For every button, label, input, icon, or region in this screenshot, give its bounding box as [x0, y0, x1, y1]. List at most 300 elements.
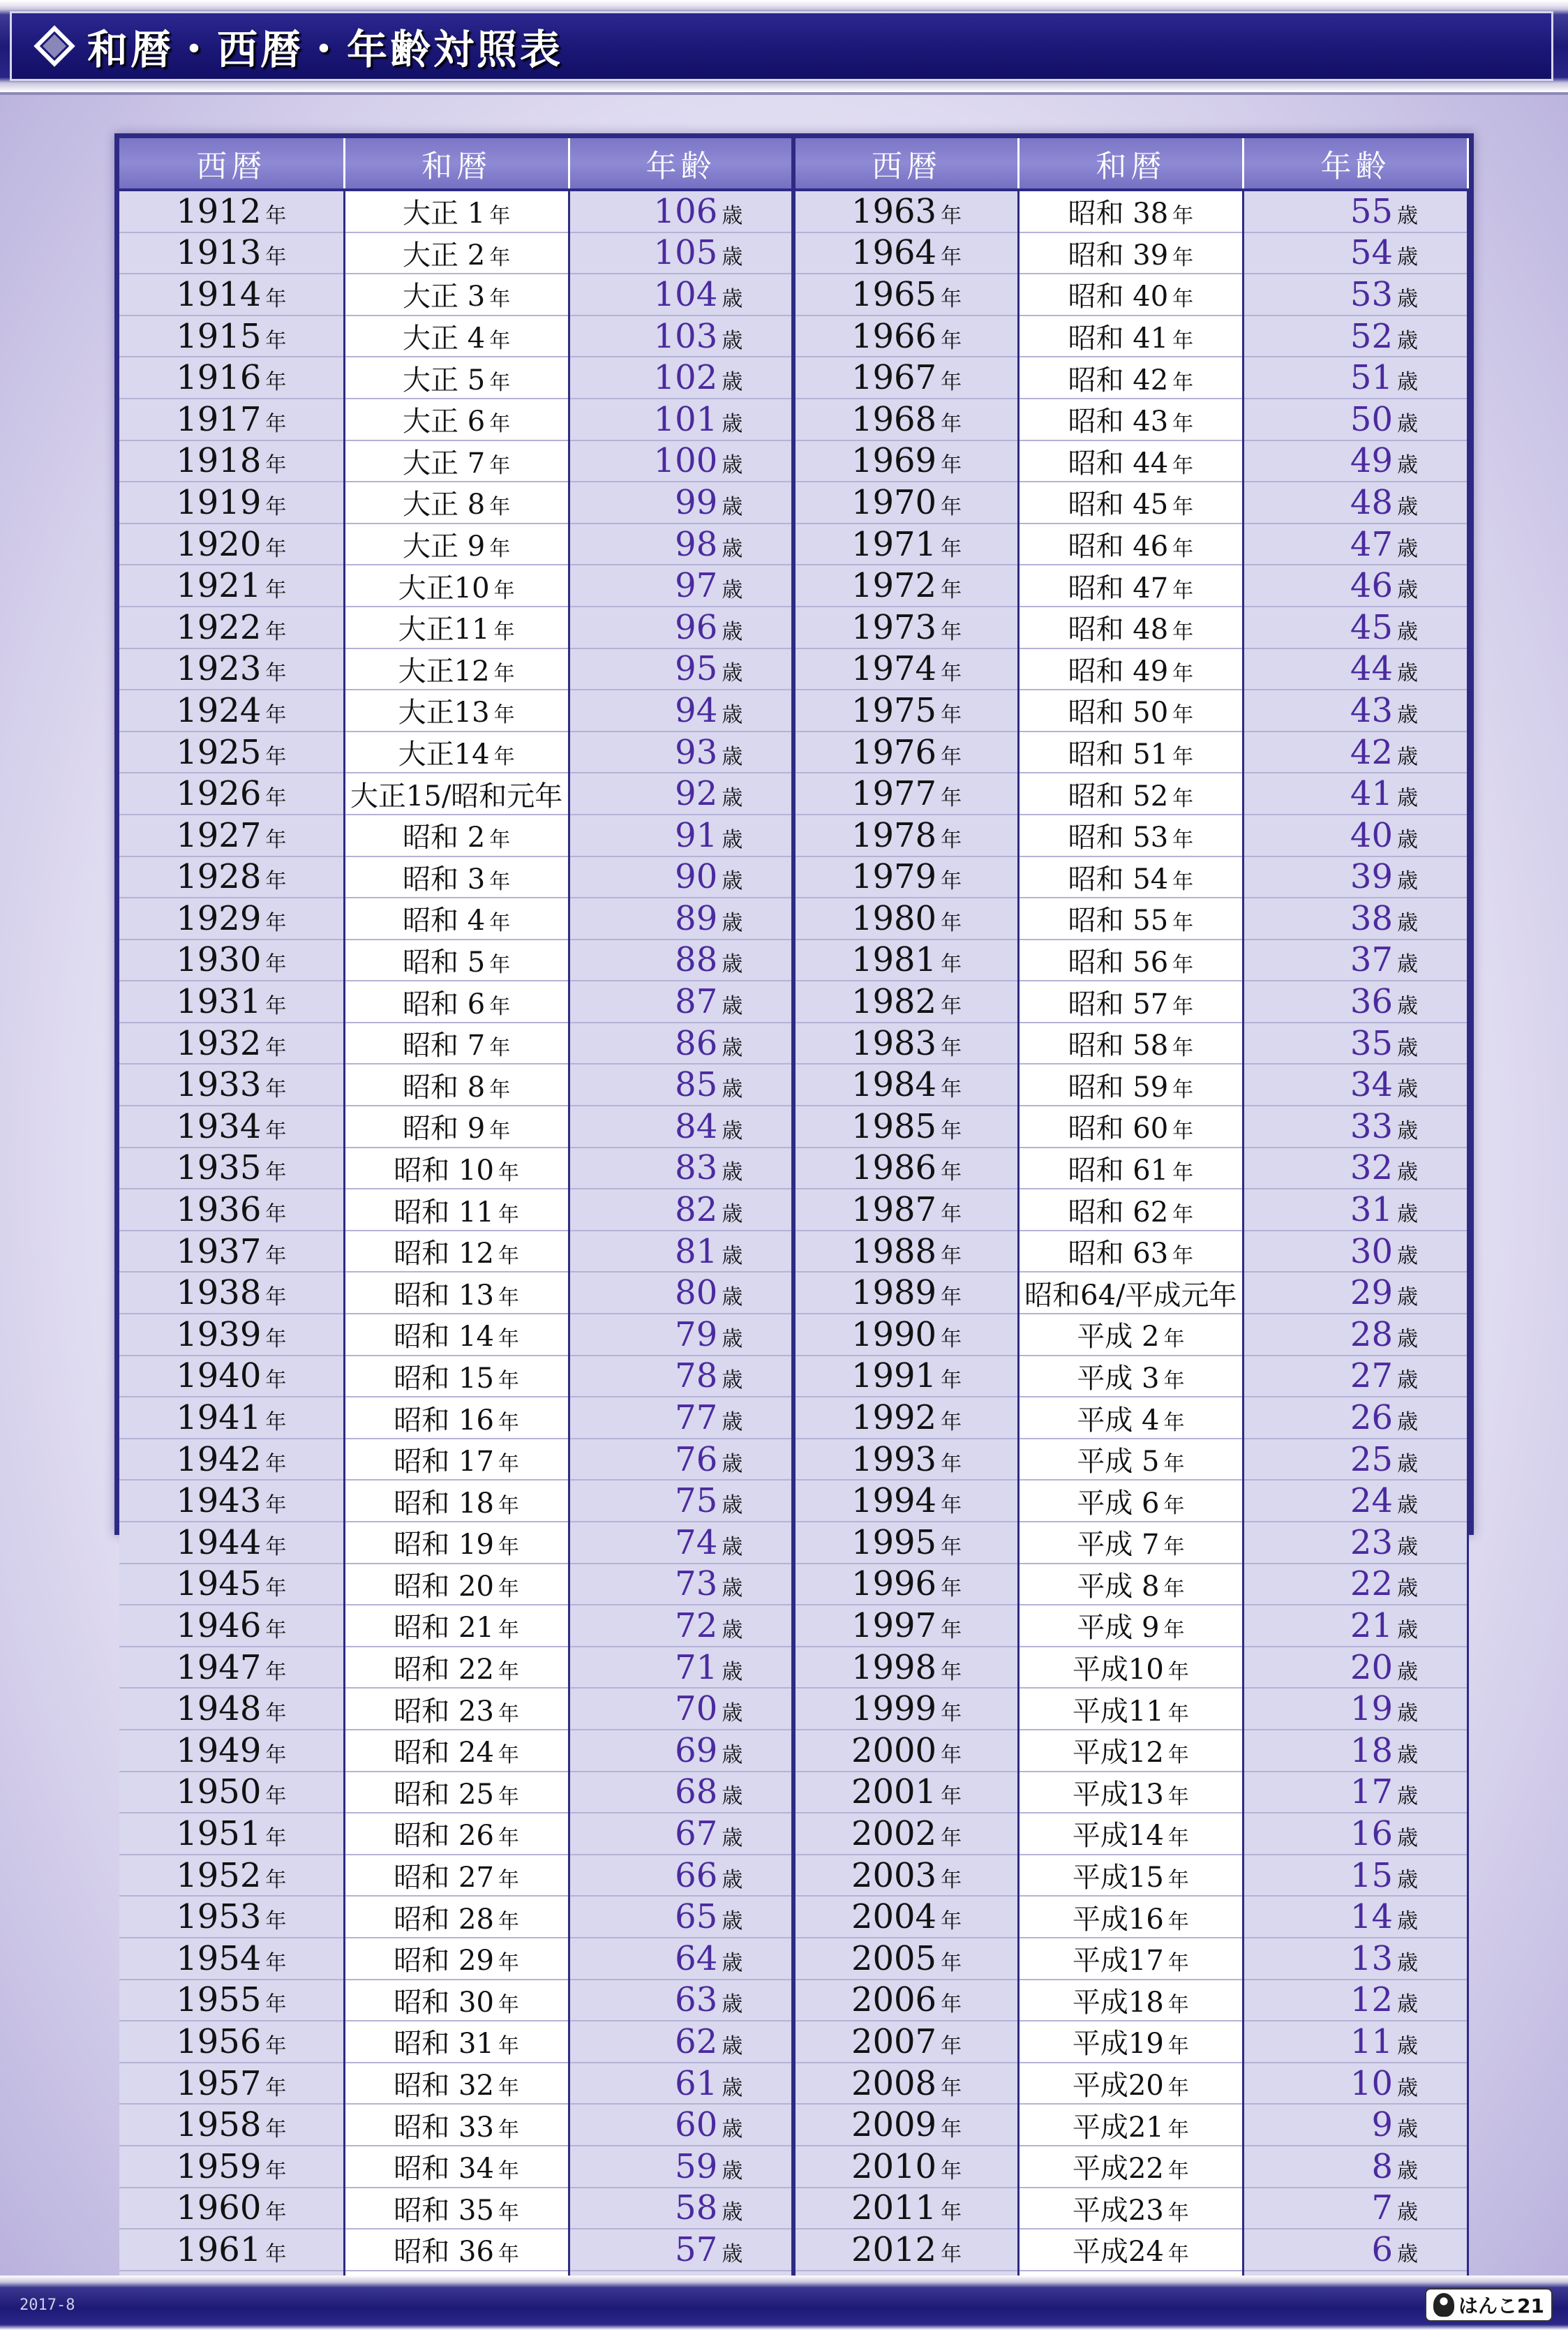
wareki-text: 平成 2 [1077, 1321, 1160, 1353]
seireki-cell [793, 2229, 1018, 2271]
wareki-cell [344, 1564, 569, 1605]
age-cell [1243, 1439, 1468, 1481]
seireki-cell [119, 856, 344, 898]
seireki-cell [793, 1980, 1018, 2021]
seireki-value: 2010 [851, 2146, 937, 2186]
age-value: 104 [653, 274, 718, 314]
age-suffix: 歳 [722, 1410, 743, 1435]
year-suffix: 年 [493, 703, 515, 728]
table-row [119, 1855, 1468, 1897]
year-suffix: 年 [498, 2117, 519, 2142]
year-suffix: 年 [1167, 2200, 1189, 2225]
seireki-value: 1944 [176, 1522, 262, 1562]
age-cell [569, 2188, 793, 2229]
table-row [119, 357, 1468, 399]
year-suffix: 年 [941, 1493, 962, 1518]
age-suffix: 歳 [1397, 1035, 1418, 1060]
seireki-value: 1917 [176, 399, 262, 439]
wareki-cell [344, 856, 569, 898]
age-suffix: 歳 [1397, 1825, 1418, 1850]
year-suffix: 年 [1172, 1202, 1194, 1227]
seireki-cell [119, 1896, 344, 1938]
seireki-cell [119, 1480, 344, 1522]
age-value: 36 [1350, 982, 1393, 1022]
year-suffix: 年 [941, 1617, 962, 1642]
year-suffix: 年 [498, 1327, 519, 1352]
age-suffix: 歳 [1397, 245, 1418, 270]
seireki-cell [119, 1813, 344, 1855]
wareki-cell [1018, 399, 1243, 440]
table-row [119, 1356, 1468, 1397]
age-value: 86 [675, 1023, 718, 1063]
wareki-cell [1018, 981, 1243, 1023]
year-suffix: 年 [498, 1826, 519, 1851]
age-suffix: 歳 [722, 245, 743, 270]
wareki-text: 昭和 15 [394, 1362, 494, 1395]
age-cell [1243, 2021, 1468, 2063]
year-suffix: 年 [498, 1992, 519, 2017]
year-suffix: 年 [941, 869, 962, 894]
seireki-value: 1941 [176, 1398, 262, 1438]
seireki-value: 1957 [176, 2063, 262, 2103]
year-suffix: 年 [265, 2075, 287, 2100]
age-suffix: 歳 [722, 1784, 743, 1809]
age-suffix: 歳 [722, 1202, 743, 1227]
year-suffix: 年 [1172, 745, 1194, 770]
wareki-text: 平成 5 [1077, 1446, 1160, 1478]
year-suffix: 年 [493, 745, 515, 770]
table-row [119, 2229, 1468, 2271]
wareki-cell [1018, 856, 1243, 898]
year-suffix: 年 [265, 1867, 287, 1892]
year-suffix: 年 [1167, 1784, 1189, 1809]
seireki-cell [119, 399, 344, 440]
age-cell [1243, 1480, 1468, 1522]
table-row [119, 274, 1468, 316]
age-value: 83 [675, 1148, 718, 1188]
age-cell [569, 607, 793, 648]
seireki-cell [119, 2188, 344, 2229]
age-suffix: 歳 [722, 1909, 743, 1934]
wareki-cell [344, 357, 569, 399]
age-value: 30 [1350, 1231, 1393, 1271]
age-value: 27 [1350, 1356, 1393, 1396]
wareki-cell [344, 482, 569, 524]
wareki-text: 昭和 45 [1068, 489, 1169, 521]
year-suffix: 年 [265, 245, 287, 270]
seireki-cell [793, 732, 1018, 773]
age-value: 39 [1350, 857, 1393, 897]
seireki-cell [793, 2146, 1018, 2188]
age-cell [569, 1605, 793, 1647]
table-row [119, 1314, 1468, 1356]
age-cell [1243, 2104, 1468, 2146]
year-suffix: 年 [941, 370, 962, 395]
wareki-text: 昭和 58 [1068, 1030, 1169, 1062]
wareki-cell [344, 316, 569, 357]
age-cell [569, 232, 793, 274]
year-suffix: 年 [489, 287, 511, 312]
wareki-cell [344, 1938, 569, 1980]
seireki-cell [119, 274, 344, 316]
age-cell [569, 1439, 793, 1481]
age-cell [1243, 1189, 1468, 1231]
wareki-text: 昭和 18 [394, 1487, 494, 1520]
seireki-cell [119, 981, 344, 1023]
seireki-value: 1991 [851, 1356, 937, 1396]
wareki-text: 昭和 12 [394, 1238, 494, 1270]
year-suffix: 年 [1172, 453, 1194, 478]
seireki-cell [119, 898, 344, 940]
age-cell [1243, 482, 1468, 524]
wareki-text: 平成17 [1072, 1945, 1164, 1977]
wareki-cell [344, 773, 569, 815]
year-suffix: 年 [265, 2033, 287, 2058]
year-suffix: 年 [1167, 1868, 1189, 1893]
seireki-cell [793, 1896, 1018, 1938]
year-suffix: 年 [265, 1576, 287, 1601]
age-suffix: 歳 [1397, 1950, 1418, 1975]
seireki-cell [119, 1730, 344, 1772]
table-row [119, 524, 1468, 565]
seireki-value: 1923 [176, 649, 262, 689]
seireki-cell [793, 690, 1018, 732]
seireki-value: 2012 [851, 2229, 937, 2269]
wareki-cell [344, 1980, 569, 2021]
wareki-text: 昭和 48 [1068, 614, 1169, 646]
year-suffix: 年 [1172, 994, 1194, 1019]
year-suffix: 年 [265, 1493, 287, 1518]
age-value: 98 [675, 524, 718, 564]
year-suffix: 年 [265, 1784, 287, 1809]
age-value: 34 [1350, 1065, 1393, 1105]
age-suffix: 歳 [722, 2200, 743, 2225]
age-cell [569, 981, 793, 1023]
year-suffix: 年 [1172, 786, 1194, 811]
wareki-cell [344, 232, 569, 274]
seireki-value: 1970 [851, 482, 937, 522]
age-cell [1243, 1938, 1468, 1980]
seireki-value: 1956 [176, 2021, 262, 2061]
age-cell [569, 1023, 793, 1064]
seireki-cell [119, 190, 344, 232]
age-cell [569, 1564, 793, 1605]
age-cell [569, 2146, 793, 2188]
year-suffix: 年 [489, 537, 511, 562]
age-suffix: 歳 [1397, 1992, 1418, 2017]
age-value: 71 [675, 1647, 718, 1687]
year-suffix: 年 [1172, 412, 1194, 437]
seireki-value: 1977 [851, 774, 937, 814]
seireki-cell [119, 1980, 344, 2021]
year-suffix: 年 [1163, 1410, 1185, 1435]
age-cell [569, 565, 793, 607]
year-suffix: 年 [941, 1410, 962, 1435]
seireki-cell [119, 1522, 344, 1564]
wareki-cell [1018, 2188, 1243, 2229]
table-row [119, 898, 1468, 940]
year-suffix: 年 [1163, 1618, 1185, 1643]
year-suffix: 年 [265, 1326, 287, 1351]
seireki-value: 1919 [176, 482, 262, 522]
age-suffix: 歳 [1397, 1368, 1418, 1393]
age-value: 106 [653, 191, 718, 231]
year-suffix: 年 [1167, 2034, 1189, 2059]
seireki-value: 2008 [851, 2063, 937, 2103]
age-value: 81 [675, 1231, 718, 1271]
seireki-cell [119, 1855, 344, 1897]
wareki-text: 昭和 52 [1068, 780, 1169, 812]
year-suffix: 年 [941, 1160, 962, 1185]
table-row [119, 1896, 1468, 1938]
wareki-cell [344, 2188, 569, 2229]
year-suffix: 年 [489, 204, 511, 229]
seireki-value: 1928 [176, 857, 262, 897]
seireki-value: 1932 [176, 1023, 262, 1063]
wareki-cell [344, 1148, 569, 1189]
wareki-text: 昭和 59 [1068, 1071, 1169, 1104]
footer-date: 2017-8 [20, 2296, 75, 2314]
year-suffix: 年 [265, 827, 287, 852]
wareki-text: 昭和 46 [1068, 530, 1169, 563]
age-value: 74 [675, 1522, 718, 1562]
age-value: 67 [675, 1813, 718, 1853]
wareki-text: 大正 3 [403, 281, 486, 313]
seireki-value: 1943 [176, 1481, 262, 1521]
year-suffix: 年 [265, 2117, 287, 2142]
year-suffix: 年 [265, 2241, 287, 2266]
company-logo [1425, 2288, 1553, 2322]
year-suffix: 年 [1172, 204, 1194, 229]
age-suffix: 歳 [722, 2033, 743, 2058]
seireki-value: 1945 [176, 1564, 262, 1604]
wareki-text: 昭和 51 [1068, 739, 1169, 771]
seireki-cell [119, 732, 344, 773]
age-suffix: 歳 [1397, 744, 1418, 769]
seireki-value: 1989 [851, 1273, 937, 1313]
wareki-text: 昭和 49 [1068, 655, 1169, 688]
table-row [119, 1647, 1468, 1689]
seireki-value: 1978 [851, 815, 937, 855]
seireki-cell [119, 607, 344, 648]
wareki-text: 昭和 3 [403, 863, 486, 896]
year-suffix: 年 [1167, 1701, 1189, 1726]
year-suffix: 年 [265, 994, 287, 1019]
wareki-text: 平成22 [1072, 2153, 1164, 2186]
year-suffix: 年 [1172, 620, 1194, 645]
year-suffix: 年 [265, 952, 287, 977]
wareki-cell [1018, 1023, 1243, 1064]
age-cell [569, 1938, 793, 1980]
seireki-value: 2004 [851, 1897, 937, 1937]
seireki-cell [793, 940, 1018, 981]
seireki-cell [119, 815, 344, 856]
wareki-cell [1018, 1813, 1243, 1855]
year-suffix: 年 [498, 1784, 519, 1809]
wareki-cell [1018, 1980, 1243, 2021]
year-suffix: 年 [941, 494, 962, 519]
seireki-cell [793, 981, 1018, 1023]
year-suffix: 年 [265, 1659, 287, 1684]
age-cell [569, 357, 793, 399]
age-suffix: 歳 [722, 1742, 743, 1767]
seireki-value: 1912 [176, 191, 262, 231]
wareki-cell [1018, 1397, 1243, 1439]
year-suffix: 年 [265, 1909, 287, 1934]
age-value: 17 [1350, 1772, 1393, 1812]
seireki-value: 1966 [851, 316, 937, 356]
wareki-text: 昭和 56 [1068, 946, 1169, 979]
age-cell [1243, 815, 1468, 856]
age-suffix: 歳 [722, 869, 743, 894]
year-suffix: 年 [1167, 1992, 1189, 2017]
table-row [119, 1564, 1468, 1605]
wareki-text: 大正12 [398, 655, 490, 688]
year-suffix: 年 [498, 2076, 519, 2101]
age-cell [1243, 1688, 1468, 1730]
wareki-cell [1018, 316, 1243, 357]
wareki-cell [1018, 1314, 1243, 1356]
age-value: 58 [675, 2188, 718, 2228]
age-suffix: 歳 [1397, 2200, 1418, 2225]
seireki-value: 2005 [851, 1938, 937, 1978]
wareki-text: 昭和 35 [394, 2194, 494, 2227]
seireki-cell [793, 1148, 1018, 1189]
age-value: 85 [675, 1065, 718, 1105]
year-suffix: 年 [265, 1451, 287, 1476]
age-value: 23 [1350, 1522, 1393, 1562]
footer-bar [0, 2276, 1568, 2330]
seireki-cell [119, 648, 344, 690]
age-value: 52 [1350, 316, 1393, 356]
seireki-cell [119, 1397, 344, 1439]
year-suffix: 年 [498, 1285, 519, 1310]
year-suffix: 年 [1172, 329, 1194, 354]
seireki-cell [793, 648, 1018, 690]
seireki-value: 1961 [176, 2229, 262, 2269]
age-cell [569, 440, 793, 482]
age-value: 103 [653, 316, 718, 356]
age-value: 35 [1350, 1023, 1393, 1063]
age-suffix: 歳 [722, 1867, 743, 1892]
table-row [119, 399, 1468, 440]
wareki-cell [1018, 1730, 1243, 1772]
seireki-cell [119, 1356, 344, 1397]
year-suffix: 年 [498, 1701, 519, 1726]
age-value: 12 [1350, 1980, 1393, 2020]
year-suffix: 年 [489, 495, 511, 520]
year-suffix: 年 [265, 203, 287, 228]
conversion-table [114, 133, 1474, 2269]
age-suffix: 歳 [1397, 203, 1418, 228]
wareki-text: 昭和 4 [403, 905, 486, 937]
seireki-cell [119, 1231, 344, 1272]
age-value: 45 [1350, 607, 1393, 647]
seireki-cell [119, 482, 344, 524]
age-suffix: 歳 [722, 952, 743, 977]
wareki-cell [344, 1023, 569, 1064]
wareki-cell [1018, 1439, 1243, 1481]
wareki-text: 昭和 11 [394, 1196, 494, 1229]
table-row [119, 190, 1468, 232]
age-cell [1243, 1231, 1468, 1272]
wareki-cell [1018, 2229, 1243, 2271]
header-wareki-right: 和暦 [1018, 138, 1243, 190]
seireki-value: 1963 [851, 191, 937, 231]
age-value: 79 [675, 1314, 718, 1354]
seireki-value: 1965 [851, 274, 937, 314]
seireki-cell [793, 1564, 1018, 1605]
wareki-text: 昭和 26 [394, 1820, 494, 1853]
age-suffix: 歳 [722, 203, 743, 228]
seireki-value: 1964 [851, 233, 937, 273]
table-row [119, 1772, 1468, 1813]
seireki-cell [119, 232, 344, 274]
wareki-cell [344, 1397, 569, 1439]
seireki-value: 1997 [851, 1605, 937, 1645]
age-suffix: 歳 [722, 286, 743, 311]
age-cell [1243, 190, 1468, 232]
year-suffix: 年 [941, 1742, 962, 1767]
age-value: 44 [1350, 649, 1393, 689]
wareki-text: 平成15 [1072, 1862, 1164, 1894]
year-suffix: 年 [489, 911, 511, 936]
seireki-value: 1916 [176, 358, 262, 398]
wareki-cell [1018, 1106, 1243, 1148]
seireki-value: 1935 [176, 1148, 262, 1188]
age-cell [1243, 357, 1468, 399]
wareki-text: 大正 2 [403, 239, 486, 272]
seireki-cell [793, 1480, 1018, 1522]
year-suffix: 年 [265, 370, 287, 395]
seireki-value: 1999 [851, 1689, 937, 1729]
wareki-cell [344, 190, 569, 232]
year-suffix: 年 [941, 2117, 962, 2142]
year-suffix: 年 [265, 1243, 287, 1268]
wareki-cell [1018, 1647, 1243, 1689]
wareki-text: 平成13 [1072, 1778, 1164, 1811]
seireki-cell [793, 815, 1018, 856]
age-suffix: 歳 [1397, 869, 1418, 894]
seireki-cell [119, 1148, 344, 1189]
age-suffix: 歳 [1397, 1742, 1418, 1767]
age-cell [1243, 856, 1468, 898]
seireki-value: 1994 [851, 1481, 937, 1521]
age-cell [1243, 399, 1468, 440]
wareki-text: 昭和 44 [1068, 447, 1169, 480]
year-suffix: 年 [489, 994, 511, 1019]
wareki-text: 昭和 13 [394, 1279, 494, 1312]
wareki-text: 大正 7 [403, 447, 486, 480]
age-value: 100 [653, 441, 718, 481]
age-cell [569, 2021, 793, 2063]
year-suffix: 年 [265, 1202, 287, 1227]
year-suffix: 年 [265, 1368, 287, 1393]
header-seireki-right: 西暦 [793, 138, 1018, 190]
table-row [119, 648, 1468, 690]
year-suffix: 年 [265, 1742, 287, 1767]
wareki-cell [1018, 1938, 1243, 1980]
seireki-value: 1920 [176, 524, 262, 564]
age-suffix: 歳 [1397, 1160, 1418, 1185]
age-cell [1243, 1980, 1468, 2021]
age-suffix: 歳 [1397, 1118, 1418, 1143]
year-suffix: 年 [498, 1951, 519, 1976]
seireki-value: 2009 [851, 2105, 937, 2145]
year-suffix: 年 [941, 1659, 962, 1684]
age-value: 31 [1350, 1190, 1393, 1230]
seireki-value: 1938 [176, 1273, 262, 1313]
